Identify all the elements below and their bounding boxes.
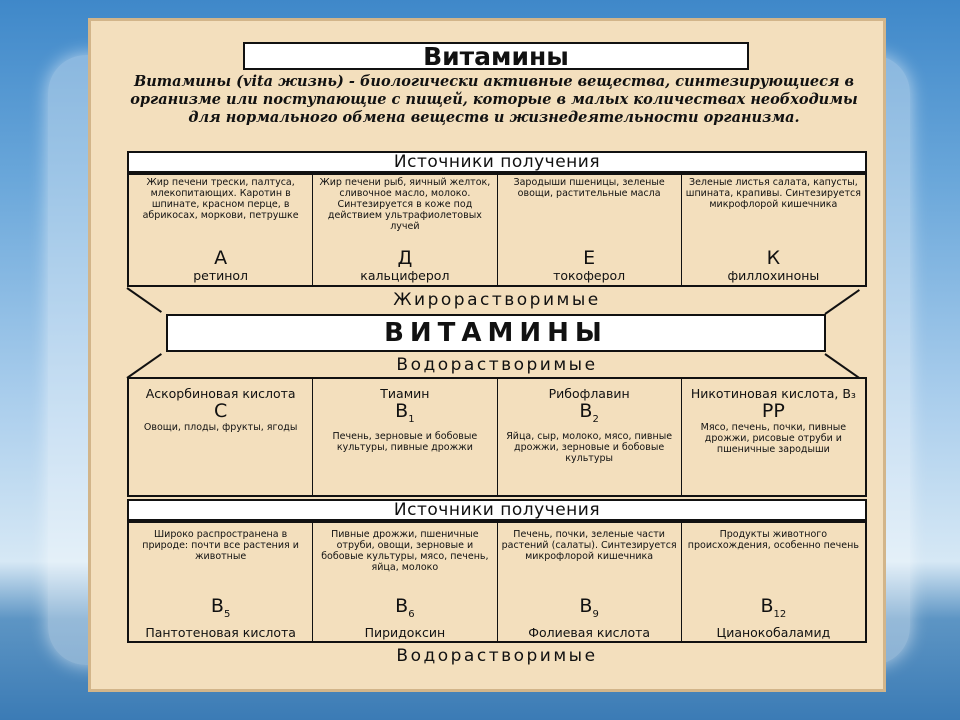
vitamin-b1-letter: $В_1$ bbox=[395, 400, 415, 425]
chart-title: Витамины bbox=[243, 42, 749, 70]
fat-soluble-label: Жирорастворимые bbox=[393, 290, 601, 310]
intro-text: Витамины (vita жизнь) - биологически активные вещества, синтезирующиеся в организме или поступающие с пищей, которые в малых количествах необходимы для нормального обмена веществ и жизнедеятельности организма. bbox=[130, 73, 858, 126]
vitamin-b6-letter: $В_6$ bbox=[395, 595, 415, 620]
vitamin-b12-name: Цианокобаламид bbox=[716, 624, 831, 640]
vitamin-b12-sources: Продукты животного происхождения, особенно печень bbox=[687, 529, 859, 551]
vitamin-b2-sources: Яйца, сыр, молоко, мясо, пивные дрожжи, зерновые и бобовые культуры bbox=[506, 430, 673, 464]
vitamin-k-sources: Зеленые листья салата, капусты, шпината, крапивы. Синтезируется микрофлорой кишечника bbox=[685, 177, 861, 210]
vitamin-e-name: токоферол bbox=[553, 268, 626, 283]
vitamin-a-letter: А bbox=[214, 247, 228, 269]
vitamin-a-sources: Жир печени трески, палтуса, млекопитающих. Каротин в шпинате, красном перце, в абрикосах, моркови, петрушке bbox=[142, 177, 299, 221]
vitamin-b6-name: Пиридоксин bbox=[364, 624, 446, 640]
vitamin-k-name: филлохиноны bbox=[727, 268, 820, 283]
vitamin-b9-cell bbox=[498, 523, 682, 641]
vitamin-chart-sheet bbox=[88, 18, 886, 692]
vitamin-pp-name: Никотиновая кислота, В₃ bbox=[690, 386, 856, 401]
water-soluble-grid-2 bbox=[127, 521, 867, 643]
vitamin-b6-cell bbox=[313, 523, 497, 641]
vitamin-b12-cell bbox=[682, 523, 865, 641]
fat-sources-header: Источники получения bbox=[127, 151, 867, 173]
vitamin-a-cell bbox=[129, 175, 313, 285]
connector-line bbox=[824, 353, 860, 379]
water-sources-header: Источники получения bbox=[127, 499, 867, 521]
vitamin-e-letter: Е bbox=[583, 247, 596, 269]
vitamin-b5-sources: Широко распространена в природе: почти все растения и животные bbox=[142, 529, 299, 562]
vitamin-b2-name: Рибофлавин bbox=[548, 386, 630, 401]
vitamin-d-sources: Жир печени рыб, яичный желток, сливочное масло, молоко. Синтезируется в коже под действием ультрафиолетовых лучей bbox=[319, 177, 491, 232]
vitamin-k-cell bbox=[682, 175, 865, 285]
vitamin-pp-sources: Мясо, печень, почки, пивные дрожжи, рисовые отруби и пшеничные зародыши bbox=[700, 422, 847, 455]
vitamin-d-cell bbox=[313, 175, 497, 285]
vitamin-b12-letter: $В_{12}$ bbox=[760, 595, 787, 620]
vitamin-b5-subscript: 5 bbox=[223, 608, 231, 620]
vitamin-b5-cell bbox=[129, 523, 313, 641]
vitamin-b9-name: Фолиевая кислота bbox=[528, 624, 651, 640]
vitamin-a-name: ретинол bbox=[193, 268, 249, 283]
vitamin-b1-subscript: 1 bbox=[408, 413, 415, 425]
vitamin-b6-subscript: 6 bbox=[408, 608, 415, 620]
vitamin-b9-subscript: 9 bbox=[592, 608, 599, 620]
vitamin-b1-name: Тиамин bbox=[380, 386, 430, 401]
vitamin-c-cell bbox=[129, 379, 313, 495]
vitamin-pp-cell bbox=[682, 379, 865, 495]
vitamin-b9-letter: $В_9$ bbox=[579, 595, 599, 620]
vitamin-b5-letter: $В_5$ bbox=[210, 595, 231, 620]
vitamin-b5-name: Пантотеновая кислота bbox=[145, 624, 296, 640]
vitamin-b1-cell bbox=[313, 379, 497, 495]
vitamin-e-cell bbox=[498, 175, 682, 285]
water-soluble-label: Водорастворимые bbox=[396, 355, 598, 375]
vitamin-c-letter: С bbox=[213, 400, 228, 422]
vitamin-d-letter: Д bbox=[397, 247, 413, 269]
vitamin-c-sources: Овощи, плоды, фрукты, ягоды bbox=[143, 422, 298, 433]
vitamin-d-name: кальциферол bbox=[360, 268, 450, 283]
vitamin-b1-sources: Печень, зерновые и бобовые культуры, пивные дрожжи bbox=[332, 430, 478, 453]
central-vitamins-label: ВИТАМИНЫ bbox=[166, 314, 826, 352]
bottom-water-soluble-label: Водорастворимые bbox=[396, 646, 598, 666]
vitamin-b9-sources: Печень, почки, зеленые части растений (салаты). Синтезируется микрофлорой кишечника bbox=[501, 529, 677, 562]
connector-line bbox=[126, 353, 162, 379]
vitamin-e-sources: Зародыши пшеницы, зеленые овощи, растительные масла bbox=[513, 177, 665, 199]
fat-soluble-grid bbox=[127, 173, 867, 287]
connector-line bbox=[824, 289, 860, 315]
vitamin-b6-sources: Пивные дрожжи, пшеничные отруби, овощи, зерновые и бобовые культуры, мясо, печень, яйца, молоко bbox=[321, 529, 489, 573]
vitamin-pp-letter: РР bbox=[761, 400, 785, 422]
vitamin-b12-subscript: 12 bbox=[773, 608, 787, 620]
vitamin-b2-cell bbox=[498, 379, 682, 495]
vitamin-b2-letter: $В_2$ bbox=[579, 400, 599, 425]
vitamin-b2-subscript: 2 bbox=[592, 413, 599, 425]
vitamin-c-name: Аскорбиновая кислота bbox=[145, 386, 296, 401]
connector-line bbox=[126, 287, 162, 313]
water-soluble-grid-1 bbox=[127, 377, 867, 497]
vitamin-k-letter: К bbox=[766, 247, 781, 269]
